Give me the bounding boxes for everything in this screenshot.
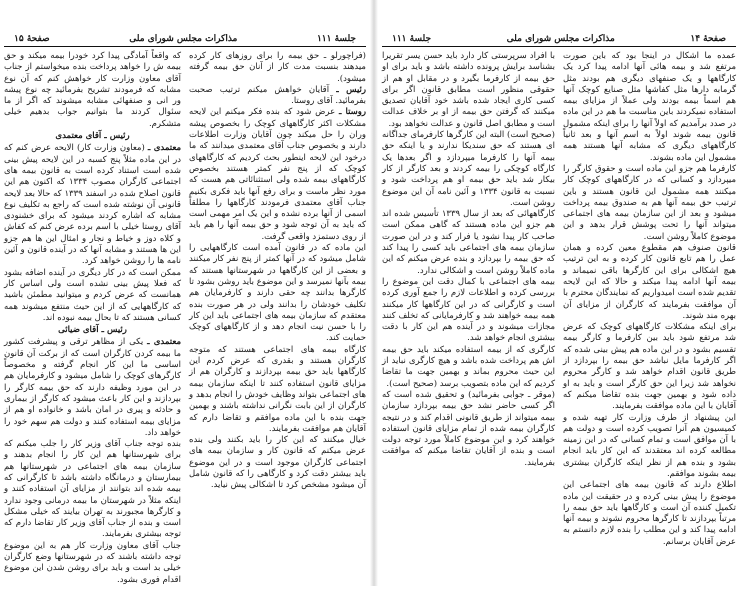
page-number: صفحهٔ ۱۵ (14, 34, 50, 44)
paragraph-text: خیال میکنند که این کار را باید بکنند ولی بنده عرض میکنم که قانون کار و سازمان بیمه های اجتماعی کارگران موجود است و در این موضوع باید بیشتر دقت کرد و کارگاهی را که قانون شامل آن میشود مشخص کرد تا اشکالی پیش نیاید. (189, 435, 366, 491)
paragraph (4, 541, 181, 586)
text-column-left (382, 51, 555, 548)
paragraph-text: (فراچورلو ـ حق بیمه را برای روزهای کار کرده میدهند بنسبت مدت کار از آنان حق بیمه گرفته میشود). (189, 51, 366, 84)
paragraph (382, 277, 555, 345)
paragraph (4, 337, 181, 439)
paragraph-text: اطلاع دارند که قانون بیمه های اجتماعی این موضوع را پیش بینی کرده و در حقیقت این ماده تکمیل کننده آن است و کارگاهها باید حق بیمه را مرتباً بپردازند تا کارگرها محروم نشوند و بیمه آنها ادامه پیدا کند و این مطلب را بنده لازم دانستم به عرض آقایان برسانم. (563, 480, 736, 547)
paragraph-text: آقایان خواهش میکنم ترتیب صحبت بفرمائید. آقای روستا. (189, 84, 366, 107)
paragraph-text: کارگاه بیمه های اجتماعی هستند که متوجه کارگران هستند و بقدری که عرض کردم این کارگاهها باید حق بیمه بپردازند و کارگران هم از مزایای قانون استفاده کنند تا اینکه سازمان بیمه های اجتماعی بتواند وظایف خودش را انجام بدهد و کارگران از این بابت نگرانی نداشته باشند و بهمین جهت بنده با این ماده موافقم و تقاضا دارم که آقایان هم موافقت بفرمایند. (189, 344, 366, 434)
paragraph (189, 345, 366, 435)
page-number: صفحهٔ ۱۴ (690, 34, 726, 44)
text-columns (382, 51, 736, 548)
paragraph (4, 439, 181, 541)
paragraph-text: این پیشنهاد از طرف وزارت کار تهیه شده و کمیسیون هم آنرا تصویب کرده است و دولت هم با آن موافق است و تمام کسانی که در این زمینه مطالعه کرده اند معتقدند که این کار باید انجام بشود و بنده هم از نظر اینکه کارگران بیشتری بیمه بشوند موافقم. (563, 412, 736, 479)
paragraph (189, 107, 366, 243)
paragraph-text: با افراد سرپرستی کار دارد باید حسن یسر تقریرا بشناسد برایش پرونده داشته باشد و باید برای او حق بیمه از کارفرما بگیرد و در مقابل او هم از حقوقی منظور است مطابق قانون اگر برای کسی کاری ایجاد شده باشد خود آقایان تصدیق میکنند که گرفتن حق بیمه از او بر خلاف عدالت است و مطابق اصل قانون و عدالت نخواهد بود. (382, 51, 555, 129)
paragraph (189, 85, 366, 108)
paragraph (563, 243, 736, 322)
paragraph (382, 390, 555, 469)
speaker-name: روستا ـ (339, 107, 367, 118)
paragraph (189, 435, 366, 491)
paragraph-text: کارگاههائی که بعد از سال ۱۳۳۹ تأسیس شده اند هم جزو این ماده هستند که گاهی ممکن است صاحب کار پیدا نشود یا فرار کند و در این صورت سازمان بیمه های اجتماعی باید کسی را پیدا کند که حق بیمه را بپردازد و بنده عرض میکنم که این ماده کاملاً روشن است و اشکالی ندارد. (382, 209, 555, 276)
paragraph-text: این ماده که در قانون آمده است کارگاههایی را شامل میشود که در آنها کمتر از پنج نفر کار میکنند و بعضی از این کارگاهها در شهرستانها هستند که بیمه بآنها نمیرسد و این موضوع باید روشن بشود تا کارگرها بدانند چه حقی دارند و کارفرمایان هم تکلیف خودشان را بدانند ولی در هر صورت بنده معتقدم که سازمان بیمه های اجتماعی باید این کار را با حسن نیت انجام دهد و از کارگاههای کوچک حمایت کند. (189, 243, 366, 344)
paragraph-text: عرض شود که بنده فکر میکنم این لایحه مشکلات اکثر کارگاههای کوچک را بخصوص پیشه وران را حل میکند چون آقایان وزارت اطلاعات دارند و بخصوص جناب آقای معتمدی میدانند که ما درخود این لایحه اینطور بحث کردیم که کارگاههای کوچک که از پنج نفر کمتر هستند بخصوص کارگاههای بیمه شده ولی استثنائاتی هم هست که مورد نظر ماست و برای رفع آنها باید فکری بکنیم جناب آقای معتمدی فرمودند کارگاهها را مطلقاً اسمی از آنها برده نشده و این یک امر مهمی است که باید به آن توجه شود و حق بیمه آنها را هم باید از روی دستمزد واقعی گرفت. (189, 107, 366, 242)
paragraph-text: (موقر ـ جوابی بفرمائید) و تحقیق شده است که اگر کسی حاضر نشد حق بیمه بپردازد سازمان بیمه میتواند از طریق قانونی اقدام کند و در نتیجه کارگران بیمه شده از تمام مزایای قانون استفاده خواهند کرد و این موضوع کاملاً مورد توجه دولت است و بنده از آقایان تقاضا میکنم که موافقت بفرمایند. (382, 389, 555, 468)
page-14 (378, 0, 740, 586)
header-title: مذاکرات مجلس شورای ملی (506, 34, 615, 44)
paragraph (382, 209, 555, 277)
paragraph-text: قانون صنوف هم مقطوع معین کرده و همان عمل را هم تابع قانون کار کرده و به این ترتیب هیچ اشکالی برای این کارگرها باقی نمیماند و بیمه آنها ادامه پیدا میکند و حالا که این لایحه تقدیم شده است امیدواریم که نمایندگان محترم با آن موافقت بفرمایند که کارگران از مزایای آن بهره مند شوند. (563, 243, 736, 321)
paragraph (382, 130, 555, 209)
page-15 (0, 0, 370, 586)
text-column-left (4, 51, 181, 586)
paragraph-text: کارفرما هم جزو این ماده است و حقوق کارگر را میپردازد و کسانی که در کارگاههای کوچک کار میکنند همه مشمول این قانون هستند و باین ترتیب حق بیمه آنها هم به صندوق بیمه پرداخت میشود و بعد از این سازمان بیمه های اجتماعی میتواند آنها را تحت پوشش قرار بدهد و این موضوع کاملاً روشن است. (563, 163, 736, 242)
text-columns (4, 51, 366, 586)
paragraph-text: جناب آقای معاون وزارت کار هم به این موضوع توجه داشته باشند که در شهرستانها وضع کارگران خیلی بد است و باید برای روشن شدن این موضوع اقدام فوری بشود. (4, 540, 181, 585)
paragraph-text: بنده توجه جناب آقای وزیر کار را جلب میکنم که برای شهرستانها هم این کار را انجام بدهند و سازمان بیمه های اجتماعی در شهرستانها هم بیمارستان و درمانگاه داشته باشد تا کارگرانی که بیمه شده اند بتوانند از مزایای آن استفاده کنند و اینکه مثلاً در شهرستان ما بیمه درمانی وجود ندارد و کارگرها مجبورند به تهران بیایند که خیلی مشکل است و بنده از جناب آقای وزیر کار تقاضا دارم که توجه بیشتری بفرمایند. (4, 439, 181, 540)
paragraph (382, 51, 555, 130)
page-header (4, 30, 366, 47)
page-header (382, 30, 736, 47)
paragraph-text: بیمه های اجتماعی با کمال دقت این موضوع را بررسی کرده و اطلاعات لازم را جمع آوری کرده است و کارگرانی که در این کارگاهها کار میکنند همه بیمه خواهند شد و کارفرمایانی که تخلف کنند مجازات میشوند و در آینده هم این کار با دقت بیشتری انجام خواهد شد. (382, 276, 555, 344)
paragraph-text: یکی از مظاهر ترقی و پیشرفت کشور ما بیمه کردن کارگران است که از برکت آن قانون اساسی ما این کار انجام گرفته و مخصوصاً کارگرهای کوچک را شامل میشود و کارفرمایان هم در این مورد وظیفه دارند که حق بیمه کارگر را بپردازند و این کار باعث میشود که کارگر از بیماری و حادثه و پیری در امان باشد و خانواده او هم از مزایای بیمه استفاده کنند و دولت هم سهم خود را خواهد داد. (4, 337, 181, 438)
paragraph-text: (معاون وزارت کار) الایحه عرض کنم که در این ماده مثلاً پنج کسبه در این لایحه پیش بینی شده است استناد کرده است به قانون بیمه های اجتماعی کارگران مصوب ۱۳۳۴ که اکنون هم این قانون اصلاح شده در اسفند ۱۳۳۹ که حالا بعد لایحه قانونی آن نوشته شده است که راجع به تکلیف نوع مشابه که اشاره کردند میشود که برای خشنودی آقای روستا خیلی با اسم برده عرض کنم که کفاش و کلاه دوز و خیاط و نجار و امثال این ها هم جزو این ها هستند و مشابه آنها که در آینده قانون و آئین نامه ها را روشن خواهد کرد. (4, 143, 181, 267)
speaker-heading: رئیس ـ آقای ضیائی (58, 325, 127, 336)
paragraph (189, 51, 366, 85)
session-number: جلسهٔ ۱۱۱ (316, 34, 356, 44)
speaker-heading: رئیس ـ آقای معتمدی (55, 131, 130, 142)
header-title: مذاکرات مجلس شورای ملی (129, 34, 238, 44)
speaker-name: رئیس ـ (336, 84, 366, 95)
paragraph (563, 164, 736, 243)
paragraph (4, 51, 181, 130)
speaker-name: معتمدی ـ (147, 337, 181, 348)
book-gutter (370, 0, 378, 586)
paragraph (382, 345, 555, 390)
paragraph-text: کارگری که از بیمه استفاده میکند باید حق بیمه اش هم پرداخت شده باشد و هیچ کارگری نباید از این حیث محروم بماند و بهمین جهت ما تقاضا کردیم که این ماده بتصویب برسد (صحیح است). (382, 344, 555, 389)
speaker-name: معتمدی ـ (147, 143, 182, 154)
session-number: جلسهٔ ۱۱۱ (392, 34, 432, 44)
paragraph-text: برای اینکه مشکلات کارگاههای کوچک که عرض شد مرتفع شود باید بین کارفرما و کارگر بیمه تقسیم بشود و در این ماده هم پیش بینی شده که اگر کارفرما مایل نباشد حق بیمه را بپردازد از طریق قانون اقدام خواهد شد و کارگر محروم نخواهد شد زیرا این حق کارگر است و باید به او داده شود و بهمین جهت بنده تقاضا میکنم که آقایان با این ماده موافقت بفرمایند. (563, 322, 736, 412)
paragraph (189, 243, 366, 345)
paragraph-text: عمده ما اشکال در اینجا بود که باین صورت مرتفع شد و بیمه هائی آنها ادامه پیدا کرد یک کارگاهها و یک صنفهای دیگری هم بودند مثل گرمابه دارها مثل کفاشها مثل صنایع کوچک آنها هم اسماً بیمه بودند ولی عملاً از مزایای بیمه استفاده نمیکردند باین مناسبت ما هم در این ماده در صدد برآمدیم که اولاً آنها را برای اینکه مشمول قانون بیمه شوند اولاً به اسم آنها و بعد ثانیاً کارگاههای دیگری که مشابه آنها هستند همه مشمول این ماده بشوند. (563, 51, 736, 163)
paragraph-text: که واقعاً آمادگی پیدا کرد خودرا بیمه میکند و حق بیمه ش را خواهد پرداخت بنده میخواستم از جناب آقای معاون وزارت کار خواهش کنم که آن نوع مشابه که فرمودند تشریح بفرمائید چه نوع پیشه ور انی و صنفهائی مشابه میشوند که اگر از ما سئوال کردند ما بتوانیم جواب بدهیم خیلی متشکرم. (4, 51, 181, 129)
paragraph (563, 322, 736, 412)
text-column-right (563, 51, 736, 548)
paragraph-text: ممکن است که در کار دیگری در آینده اضافه بشود که فعلا پیش بینی نشده است ولی اساس کار همانست که عرض کردم و میتوانید مطمئن باشید که کارگاههایی که از این حیث منتفع میشوند همه کسانی هستند که تا بحال بیمه نبوده اند. (4, 267, 181, 323)
paragraph-text: (صحیح است) البته این کارگرها کارفرمای جداگانه ای هستند که حق سندیکا ندارند و یا اینکه حق بیمه آنها را کارفرما میپردازد و اگر بعدها یک کارگاه کوچکی را بیمه کردند و بعد کارگر از کار بیکار شد باید حق بیمه او هم پرداخت شود و نسبت به قانون ۱۳۳۴ و آئین نامه آن این موضوع روشن است. (382, 130, 555, 208)
paragraph (563, 51, 736, 164)
paragraph (4, 143, 181, 267)
paragraph (563, 480, 736, 548)
paragraph (563, 413, 736, 481)
text-column-right (189, 51, 366, 586)
paragraph (4, 268, 181, 324)
